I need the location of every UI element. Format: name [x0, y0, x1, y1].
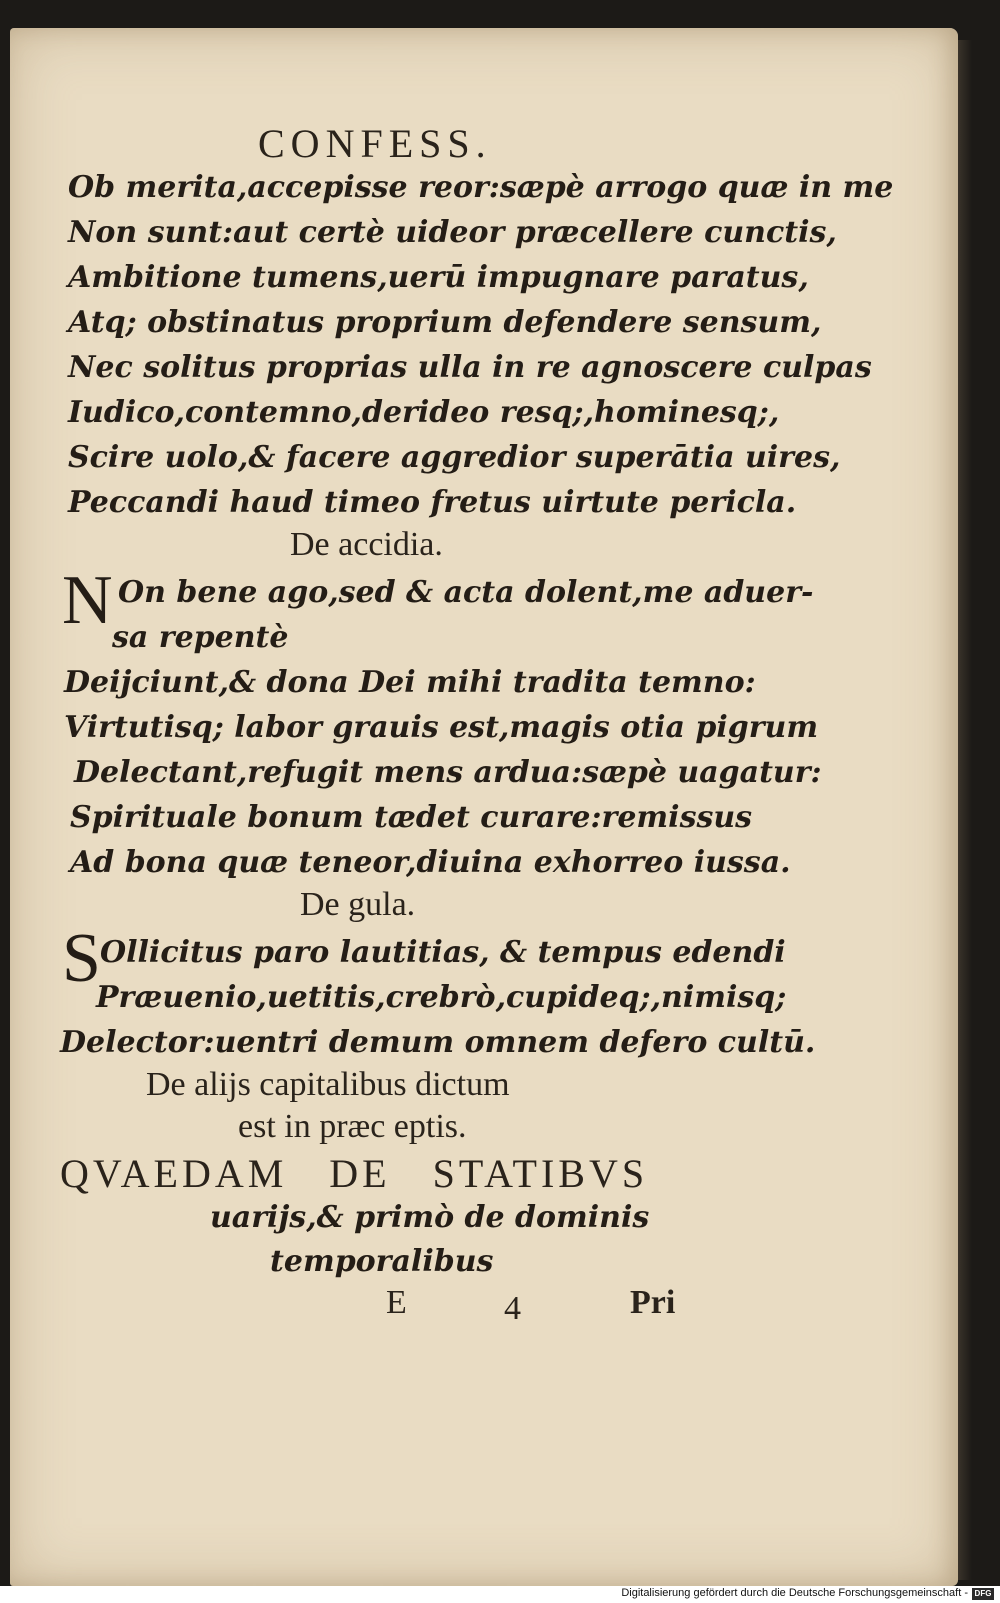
catchword: Pri — [630, 1284, 676, 1321]
section-subtitle: temporalibus — [270, 1244, 494, 1279]
section-title: QVAEDAM DE STATIBVS — [60, 1151, 649, 1196]
section-subtitle: uarijs,& primò de dominis — [210, 1200, 650, 1235]
verse-line: Deijciunt,& dona Dei mihi tradita temno: — [64, 665, 756, 700]
verse-line: Ob merita,accepisse reor:sæpè arrogo quæ in me — [68, 170, 894, 205]
verse-line: Iudico,contemno,derideo resq;,hominesq;, — [68, 395, 780, 430]
signature-number: 4 — [504, 1290, 521, 1327]
verse-line: Peccandi haud timeo fretus uirtute pericla. — [68, 485, 797, 520]
verse-line: Delector:uentri demum omnem defero cultū. — [60, 1025, 816, 1060]
dfg-logo: DFG — [972, 1588, 994, 1600]
verse-line: sa repentè — [112, 620, 289, 655]
verse-line: Ad bona quæ teneor,diuina exhorreo iussa. — [70, 845, 791, 880]
verse-line: Spirituale bonum tædet curare:remissus — [70, 800, 753, 835]
funding-credit: Digitalisierung gefördert durch die Deutsche Forschungsgemeinschaft - — [621, 1587, 968, 1599]
heading-de-alijs-cont: est in præc eptis. — [238, 1108, 467, 1145]
verse-line: On bene ago,sed & acta dolent,me aduer- — [118, 575, 814, 610]
heading-de-gula: De gula. — [300, 886, 416, 923]
verse-line: Scire uolo,& facere aggredior superātia uires, — [68, 440, 841, 475]
running-header: CONFESS. — [258, 121, 492, 166]
verse-line: Non sunt:aut certè uideor præcellere cunctis, — [68, 215, 837, 250]
signature-mark: E — [386, 1284, 407, 1321]
footer-bar — [0, 1586, 1000, 1603]
verse-line: Nec solitus proprias ulla in re agnoscere culpas — [68, 350, 872, 385]
book-edge — [958, 40, 972, 1580]
verse-line: Atq; obstinatus proprium defendere sensum, — [68, 305, 822, 340]
heading-de-accidia: De accidia. — [290, 526, 443, 563]
verse-line: Ambitione tumens,uerū impugnare paratus, — [68, 260, 809, 295]
verse-line: Virtutisq; labor grauis est,magis otia pigrum — [64, 710, 819, 745]
verse-line: Ollicitus paro lautitias, & tempus edendi — [100, 935, 786, 970]
verse-line: Præuenio,uetitis,crebrò,cupideq;,nimisq; — [96, 980, 787, 1015]
drop-initial: N — [62, 562, 113, 639]
heading-de-alijs: De alijs capitalibus dictum — [146, 1066, 510, 1103]
verse-line: Delectant,refugit mens ardua:sæpè uagatur: — [74, 755, 822, 790]
drop-initial: S — [62, 920, 101, 997]
